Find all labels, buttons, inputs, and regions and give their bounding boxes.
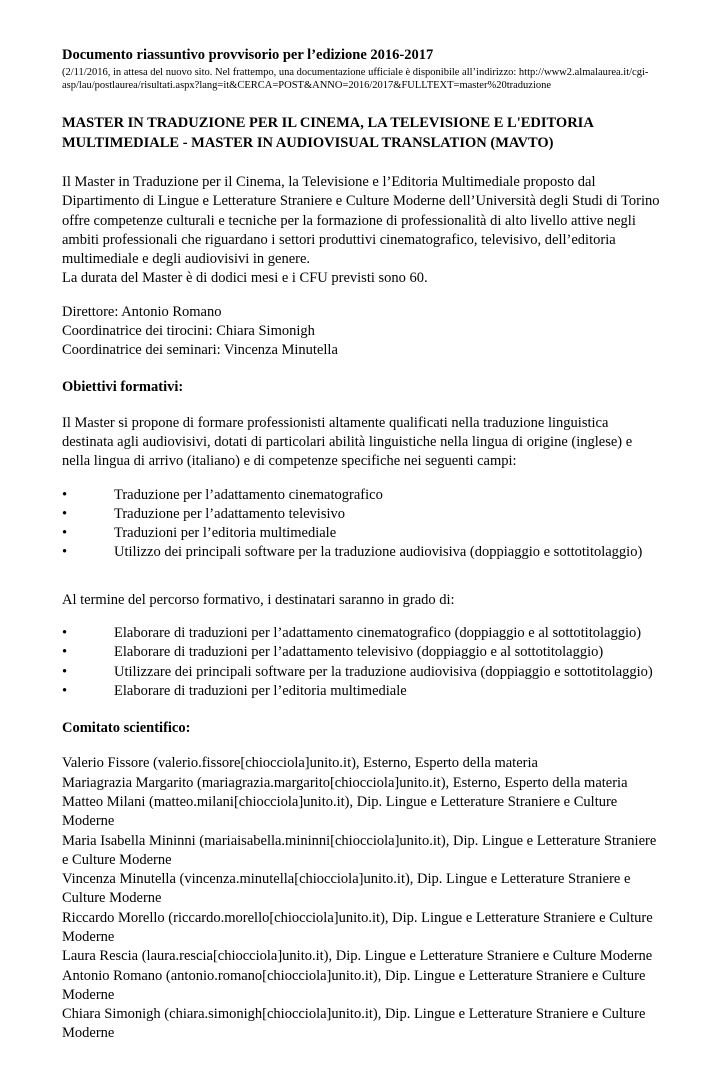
list-item: [62, 524, 662, 543]
list-item: Valerio Fissore (valerio.fissore[chiocciola]unito.it), Esterno, Esperto della materia: [62, 755, 538, 772]
list-item: Antonio Romano (antonio.romano[chiocciola]unito.it), Dip. Lingue e Letterature Straniere e Culture Moderne: [62, 967, 646, 1003]
outcomes-list: [62, 624, 662, 701]
list-item: Laura Rescia (laura.rescia[chiocciola]unito.it), Dip. Lingue e Letterature Straniere e Culture Moderne: [62, 948, 653, 965]
bullet-icon: •: [62, 486, 68, 503]
list-item: Mariagrazia Margarito (mariagrazia.margarito[chiocciola]unito.it), Esterno, Esperto della materia: [62, 774, 628, 791]
list-item: Coordinatrice dei seminari: Vincenza Minutella: [62, 342, 338, 359]
staff-list: [62, 303, 662, 361]
list-item: Vincenza Minutella (vincenza.minutella[chiocciola]unito.it), Dip. Lingue e Letterature Straniere e Culture Moderne: [62, 871, 631, 907]
list-item-label: Elaborare di traduzioni per l’adattamento televisivo (doppiaggio e al sottotitolaggio): [114, 644, 604, 661]
list-item-label: Elaborare di traduzioni per l’editoria multimediale: [114, 682, 407, 699]
bullet-icon: •: [62, 525, 68, 542]
list-item-label: Elaborare di traduzioni per l’adattamento cinematografico (doppiaggio e al sottotitolaggio): [114, 625, 642, 641]
list-item: [62, 682, 662, 701]
master-title: MASTER IN TRADUZIONE PER IL CINEMA, LA TELEVISIONE E L'EDITORIA MULTIMEDIALE - MASTER IN AUDIOVISUAL TRANSLATION (MAVTO): [62, 115, 593, 151]
list-item: [62, 543, 662, 562]
list-item: [62, 505, 662, 524]
list-item-label: Utilizzo dei principali software per la traduzione audiovisiva (doppiaggio e sottotitolaggio): [114, 544, 643, 561]
document-note: (2/11/2016, in attesa del nuovo sito. Nel frattempo, una documentazione ufficiale è disponibile all’indirizzo: http://www2.almalaurea.it/cgi-asp/lau/postlaurea/risultati.aspx?lang=it&CERCA=POST&ANNO=2016/2017&FULLTEXT=master%20traduzione: [62, 67, 649, 92]
list-item-label: Traduzione per l’adattamento cinematografico: [114, 486, 383, 503]
objectives-heading: Obiettivi formativi:: [62, 379, 184, 396]
list-item: [62, 663, 662, 682]
list-item: Coordinatrice dei tirocini: Chiara Simonigh: [62, 322, 315, 339]
bullet-icon: •: [62, 544, 68, 561]
list-item: Riccardo Morello (riccardo.morello[chiocciola]unito.it), Dip. Lingue e Letterature Straniere e Culture Moderne: [62, 909, 653, 945]
list-item: Chiara Simonigh (chiara.simonigh[chiocciola]unito.it), Dip. Lingue e Letterature Straniere e Culture Moderne: [62, 1006, 646, 1042]
bullet-icon: •: [62, 682, 68, 699]
bullet-icon: •: [62, 663, 68, 680]
fields-list: [62, 486, 662, 563]
list-item-label: Traduzione per l’adattamento televisivo: [114, 505, 345, 522]
bullet-icon: •: [62, 644, 68, 661]
list-item: Direttore: Antonio Romano: [62, 303, 222, 320]
committee-heading: Comitato scientifico:: [62, 720, 191, 737]
list-item-label: Utilizzare dei principali software per la traduzione audiovisiva (doppiaggio e sottotitolaggio): [114, 663, 653, 680]
intro-paragraph: Il Master in Traduzione per il Cinema, la Televisione e l’Editoria Multimediale proposto dal Dipartimento di Lingue e Letterature Straniere e Culture Moderne dell’Università degli Studi di Torino offre competenze culturali e tecniche per la formazione di professionalità di alto livello attive negli ambiti professionali che riguardano i settori produttivi cinematografico, televisivo, dell’editoria multimediale e degli audiovisivi in genere.: [62, 173, 660, 268]
outcomes-intro: Al termine del percorso formativo, i destinatari saranno in grado di:: [62, 591, 455, 608]
list-item: Matteo Milani (matteo.milani[chiocciola]unito.it), Dip. Lingue e Letterature Straniere e Culture Moderne: [62, 793, 618, 830]
duration-paragraph: La durata del Master è di dodici mesi e i CFU previsti sono 60.: [62, 270, 428, 287]
bullet-icon: •: [62, 625, 68, 641]
list-item-label: Traduzioni per l’editoria multimediale: [114, 525, 337, 542]
objectives-intro: Il Master si propone di formare professionisti altamente qualificati nella traduzione linguistica destinata agli audiovisivi, dotati di particolari abilità linguistiche nella lingua di origine (inglese) e nella lingua di arrivo (italiano) e di competenze specifiche nei seguenti campi:: [62, 414, 633, 470]
committee-list: [62, 754, 662, 1043]
list-item: [62, 624, 662, 643]
bullet-icon: •: [62, 505, 68, 522]
list-item: [62, 643, 662, 662]
list-item: [62, 486, 662, 505]
page-title: Documento riassuntivo provvisorio per l’edizione 2016-2017: [62, 47, 434, 63]
list-item: Maria Isabella Mininni (mariaisabella.mininni[chiocciola]unito.it), Dip. Lingue e Letterature Straniere e Culture Moderne: [62, 832, 657, 868]
